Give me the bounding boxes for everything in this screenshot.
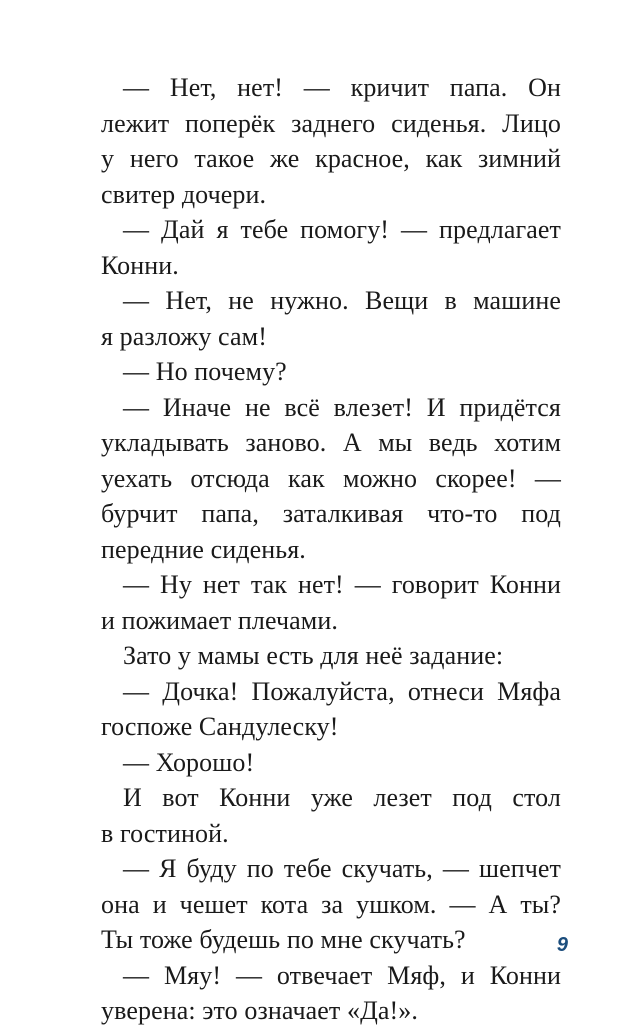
text-line: — Нет, не нужно. Вещи в машине <box>123 286 561 315</box>
text-line: Ты тоже будешь по мне скучать? <box>101 925 466 954</box>
text-line: — Дочка! Пожалуйста, отнеси Мяфа <box>123 676 561 706</box>
text-line: — Ну нет так нет! — говорит Конни <box>123 570 561 599</box>
text-line: бурчит папа, заталкивая что-то под <box>101 499 561 528</box>
text-line: — Но почему? <box>123 357 287 386</box>
text-line: и пожимает плечами. <box>101 605 338 635</box>
text-line: Зато у мамы есть для неё задание: <box>123 641 504 670</box>
text-line: в гостиной. <box>101 818 229 848</box>
text-line: уверена: это означает «Да!». <box>101 996 418 1025</box>
text-line: она и чешет кота за ушком. — А ты? <box>101 889 561 919</box>
text-line: — Дай я тебе помогу! — предлагает <box>123 215 561 244</box>
text-line: И вот Конни уже лезет под стол <box>123 783 561 812</box>
body-text <box>101 70 561 1029</box>
text-line: — Иначе не всё влезет! И придётся <box>123 392 561 422</box>
text-line: свитер дочери. <box>101 179 267 209</box>
text-line: укладывать заново. А мы ведь хотим <box>101 428 561 457</box>
text-line: я разложу сам! <box>101 321 267 351</box>
page-number: 9 <box>556 934 568 956</box>
text-line: — Хорошо! <box>123 747 255 777</box>
text-line: уехать отсюда как можно скорее! — <box>101 463 561 493</box>
text-line: — Мяу! — отвечает Мяф, и Конни <box>123 960 561 990</box>
text-line: лежит поперёк заднего сиденья. Лицо <box>101 108 561 138</box>
text-line: передние сиденья. <box>101 534 306 564</box>
text-line: — Я буду по тебе скучать, — шепчет <box>123 854 561 883</box>
text-line: Конни. <box>101 250 179 280</box>
text-line: — Нет, нет! — кричит папа. Он <box>123 73 561 102</box>
text-line: у него такое же красное, как зимний <box>101 144 561 173</box>
text-line: госпоже Сандулеску! <box>101 712 339 741</box>
